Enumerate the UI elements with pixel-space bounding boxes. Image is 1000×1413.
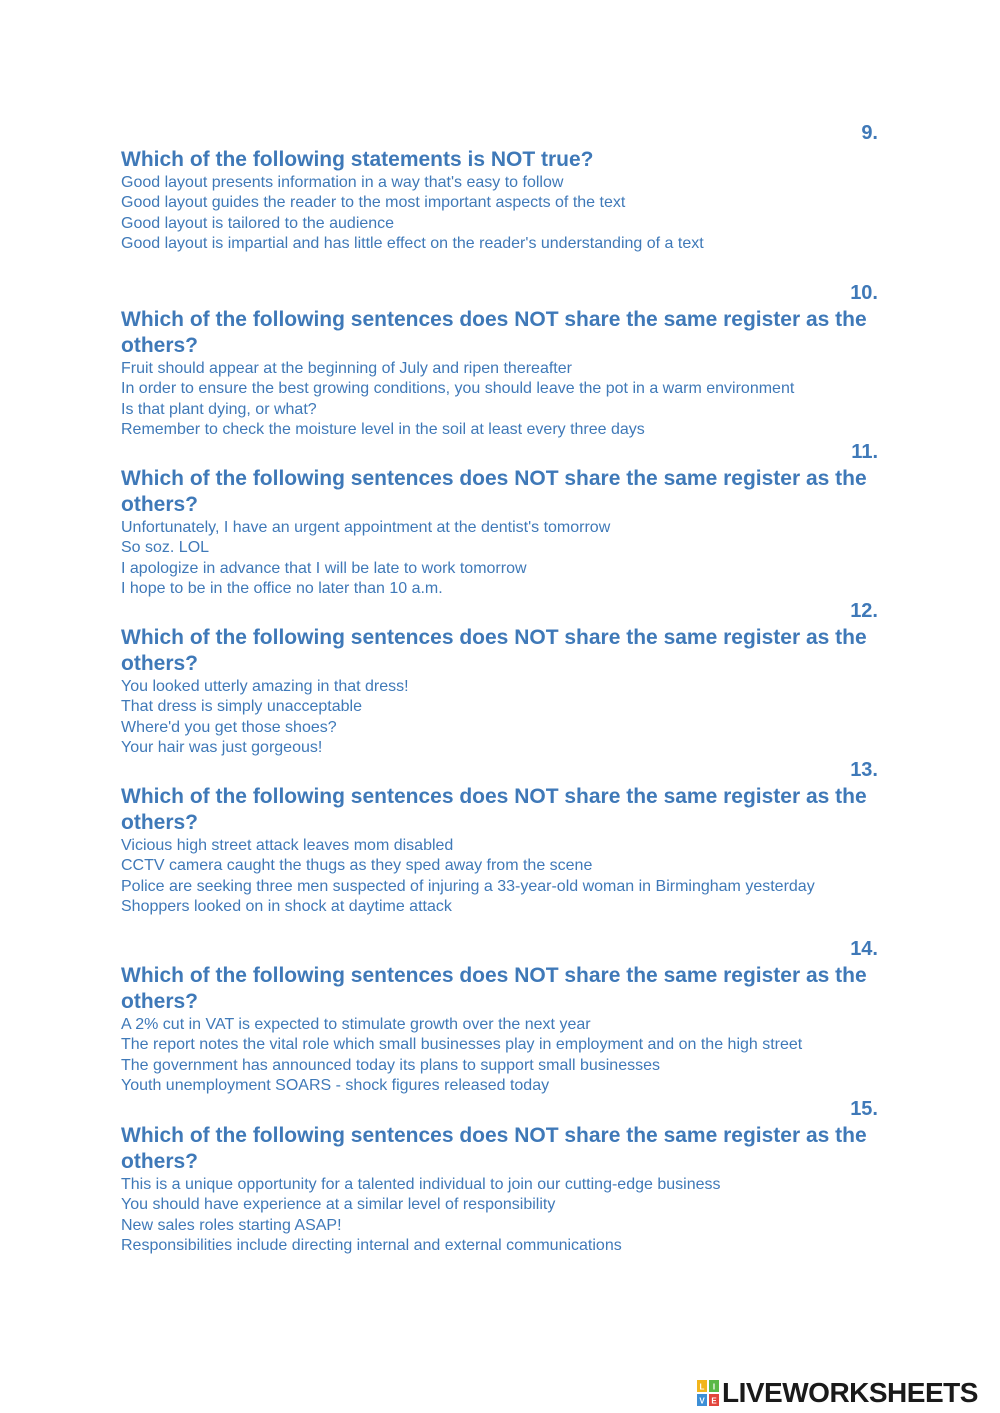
answer-option[interactable]: You should have experience at a similar level of responsibility: [121, 1196, 556, 1214]
answer-option[interactable]: Your hair was just gorgeous!: [121, 738, 323, 756]
question-number: 11.: [851, 441, 878, 463]
question-number: 14.: [850, 938, 878, 960]
answer-option[interactable]: Good layout is impartial and has little effect on the reader's understanding of a text: [121, 234, 704, 252]
question-number: 15.: [850, 1098, 878, 1120]
answer-option[interactable]: Vicious high street attack leaves mom disabled: [121, 837, 454, 854]
question-number: 13.: [850, 759, 878, 781]
answer-option[interactable]: Shoppers looked on in shock at daytime attack: [121, 897, 452, 915]
answer-option[interactable]: The government has announced today its plans to support small businesses: [121, 1056, 660, 1074]
answer-option[interactable]: In order to ensure the best growing conditions, you should leave the pot in a warm environment: [121, 380, 795, 398]
svg-text:L: L: [699, 1382, 705, 1392]
answer-option[interactable]: Good layout is tailored to the audience: [121, 214, 395, 232]
answer-option[interactable]: That dress is simply unacceptable: [121, 698, 362, 716]
question-text: Which of the following statements is NOT true?: [121, 148, 594, 171]
answer-option[interactable]: This is a unique opportunity for a talented individual to join our cutting-edge business: [121, 1176, 721, 1193]
answer-option[interactable]: New sales roles starting ASAP!: [121, 1216, 342, 1234]
question-text: Which of the following sentences does NOT share the same register as the others?: [121, 785, 867, 834]
question-text: Which of the following sentences does NOT share the same register as the others?: [121, 626, 867, 675]
answer-option[interactable]: Police are seeking three men suspected of injuring a 33-year-old woman in Birmingham yesterday: [121, 877, 815, 895]
answer-option[interactable]: A 2% cut in VAT is expected to stimulate growth over the next year: [121, 1016, 591, 1033]
svg-text:V: V: [699, 1396, 705, 1406]
svg-text:I: I: [712, 1382, 716, 1392]
question-text: Which of the following sentences does NOT share the same register as the others?: [121, 467, 867, 516]
svg-text:E: E: [711, 1396, 717, 1406]
answer-option[interactable]: You looked utterly amazing in that dress!: [121, 678, 409, 695]
question-number: 12.: [850, 600, 878, 622]
question-12: [121, 599, 878, 758]
answer-option[interactable]: So soz. LOL: [121, 539, 210, 557]
answer-option[interactable]: Good layout presents information in a way that's easy to follow: [121, 174, 564, 191]
question-number: 9.: [861, 122, 878, 144]
question-9: [121, 121, 878, 254]
question-10: [121, 281, 878, 440]
answer-option[interactable]: Where'd you get those shoes?: [121, 718, 337, 736]
question-text: Which of the following sentences does NOT share the same register as the others?: [121, 1124, 867, 1173]
answer-option[interactable]: Is that plant dying, or what?: [121, 400, 317, 418]
liveworksheets-logo-icon: [697, 1380, 719, 1406]
answer-option[interactable]: Good layout guides the reader to the most important aspects of the text: [121, 194, 626, 212]
answer-option[interactable]: Fruit should appear at the beginning of July and ripen thereafter: [121, 360, 572, 377]
answer-option[interactable]: Remember to check the moisture level in the soil at least every three days: [121, 420, 645, 438]
question-15: [121, 1097, 878, 1256]
question-13: [121, 758, 878, 917]
question-number: 10.: [850, 282, 878, 304]
answer-option[interactable]: Youth unemployment SOARS - shock figures released today: [121, 1076, 550, 1094]
brand-name: LIVEWORKSHEETS: [722, 1377, 978, 1408]
answer-option[interactable]: CCTV camera caught the thugs as they sped away from the scene: [121, 857, 593, 875]
question-text: Which of the following sentences does NOT share the same register as the others?: [121, 308, 867, 357]
answer-option[interactable]: I apologize in advance that I will be late to work tomorrow: [121, 559, 527, 577]
answer-option[interactable]: I hope to be in the office no later than 10 a.m.: [121, 579, 443, 597]
question-11: [121, 440, 878, 599]
answer-option[interactable]: Unfortunately, I have an urgent appointment at the dentist's tomorrow: [121, 519, 611, 536]
question-text: Which of the following sentences does NOT share the same register as the others?: [121, 964, 867, 1013]
answer-option[interactable]: The report notes the vital role which small businesses play in employment and on the high street: [121, 1036, 803, 1054]
liveworksheets-branding: [697, 1377, 978, 1409]
answer-option[interactable]: Responsibilities include directing internal and external communications: [121, 1236, 622, 1254]
question-14: [121, 937, 878, 1096]
